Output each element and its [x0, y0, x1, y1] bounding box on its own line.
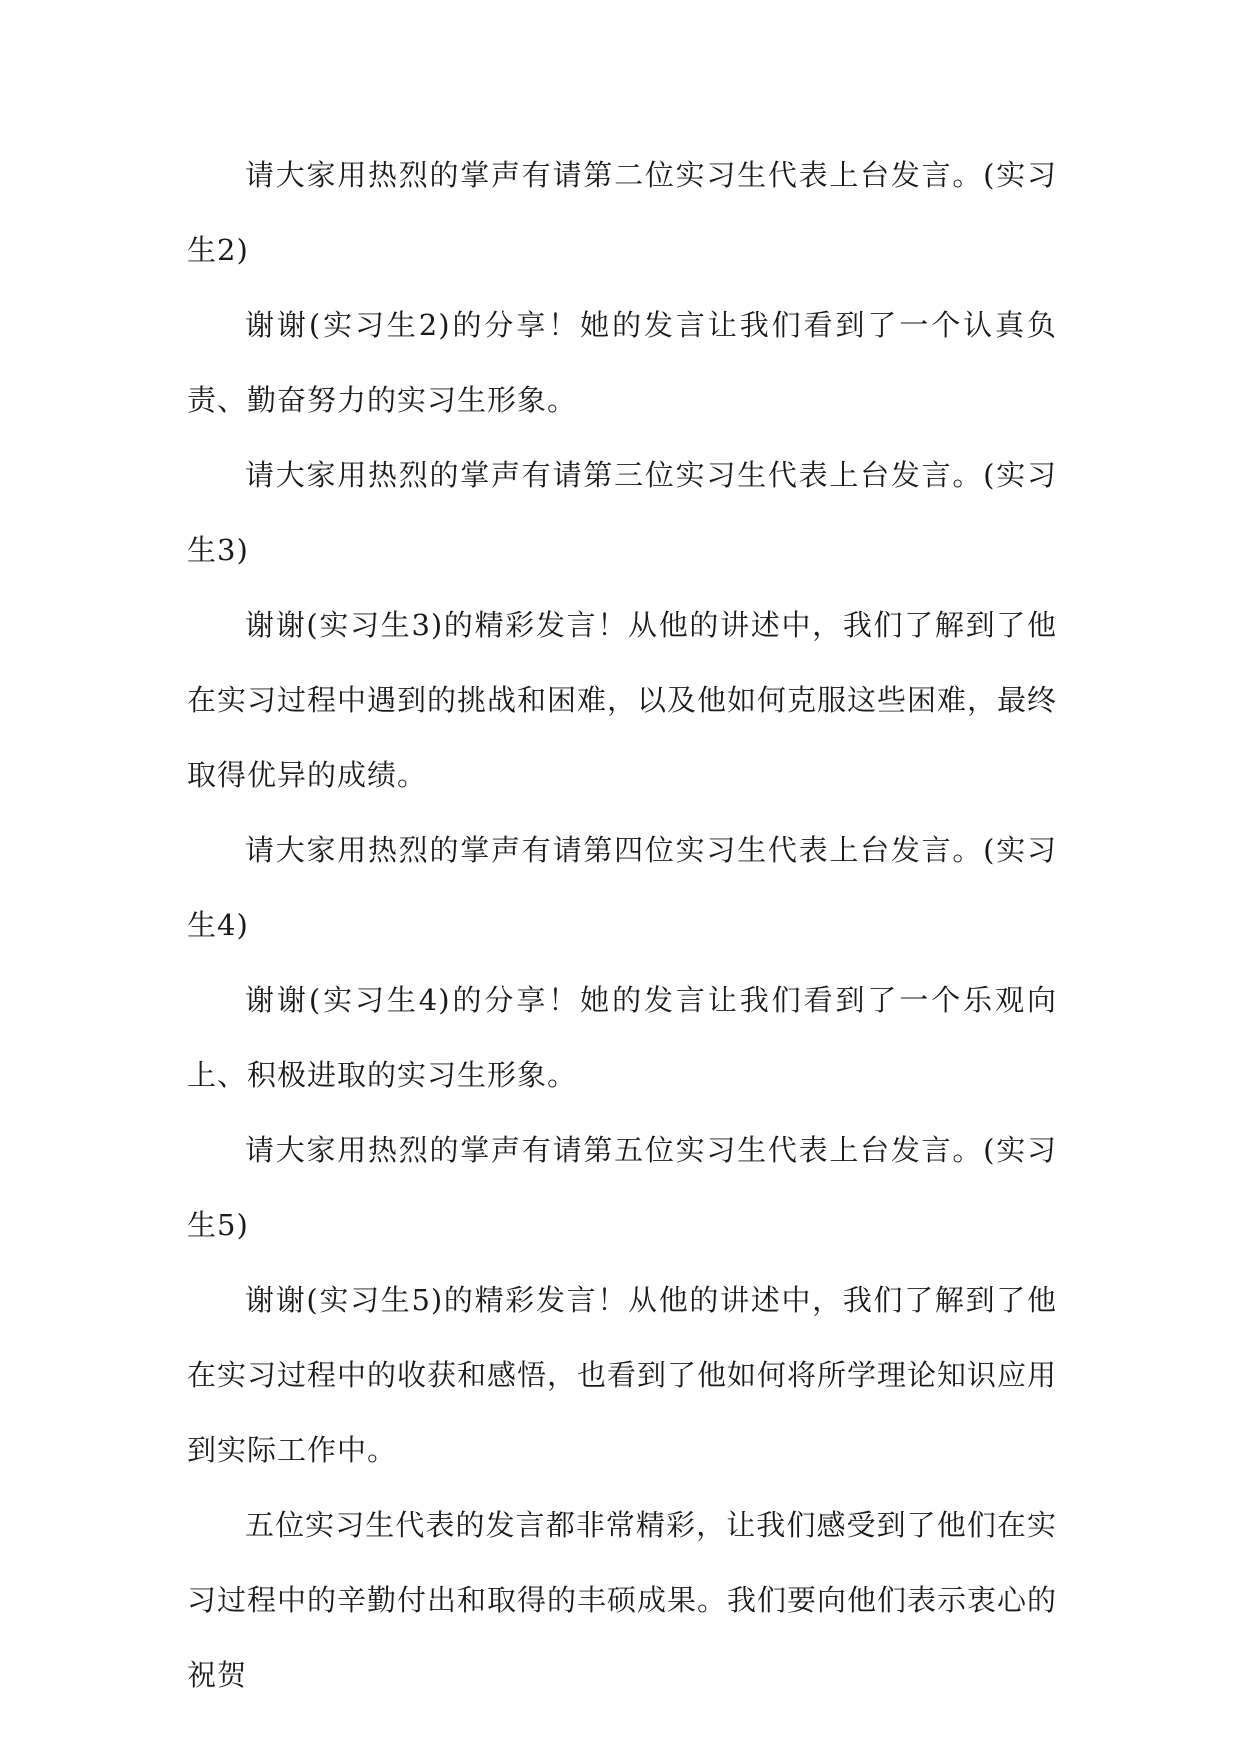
- paragraph-summary: 五位实习生代表的发言都非常精彩，让我们感受到了他们在实习过程中的辛勤付出和取得的丰硕成果。我们要向他们表示衷心的祝贺: [187, 1508, 1058, 1692]
- paragraph-invite-intern-3: 请大家用热烈的掌声有请第三位实习生代表上台发言。(实习生3): [187, 458, 1057, 567]
- document-body: [187, 138, 1057, 1713]
- paragraph-invite-intern-4: 请大家用热烈的掌声有请第四位实习生代表上台发言。(实习生4): [187, 833, 1057, 942]
- paragraph-invite-intern-5: 请大家用热烈的掌声有请第五位实习生代表上台发言。(实习生5): [187, 1133, 1057, 1242]
- paragraph-invite-intern-2: 请大家用热烈的掌声有请第二位实习生代表上台发言。(实习生2): [187, 158, 1057, 267]
- paragraph-thanks-intern-5: 谢谢(实习生5)的精彩发言！从他的讲述中，我们了解到了他在实习过程中的收获和感悟，也看到了他如何将所学理论知识应用到实际工作中。: [187, 1283, 1058, 1467]
- paragraph-thanks-intern-2: 谢谢(实习生2)的分享！她的发言让我们看到了一个认真负责、勤奋努力的实习生形象。: [187, 308, 1057, 417]
- paragraph-thanks-intern-3: 谢谢(实习生3)的精彩发言！从他的讲述中，我们了解到了他在实习过程中遇到的挑战和困难，以及他如何克服这些困难，最终取得优异的成绩。: [187, 608, 1058, 792]
- paragraph-thanks-intern-4: 谢谢(实习生4)的分享！她的发言让我们看到了一个乐观向上、积极进取的实习生形象。: [187, 983, 1057, 1092]
